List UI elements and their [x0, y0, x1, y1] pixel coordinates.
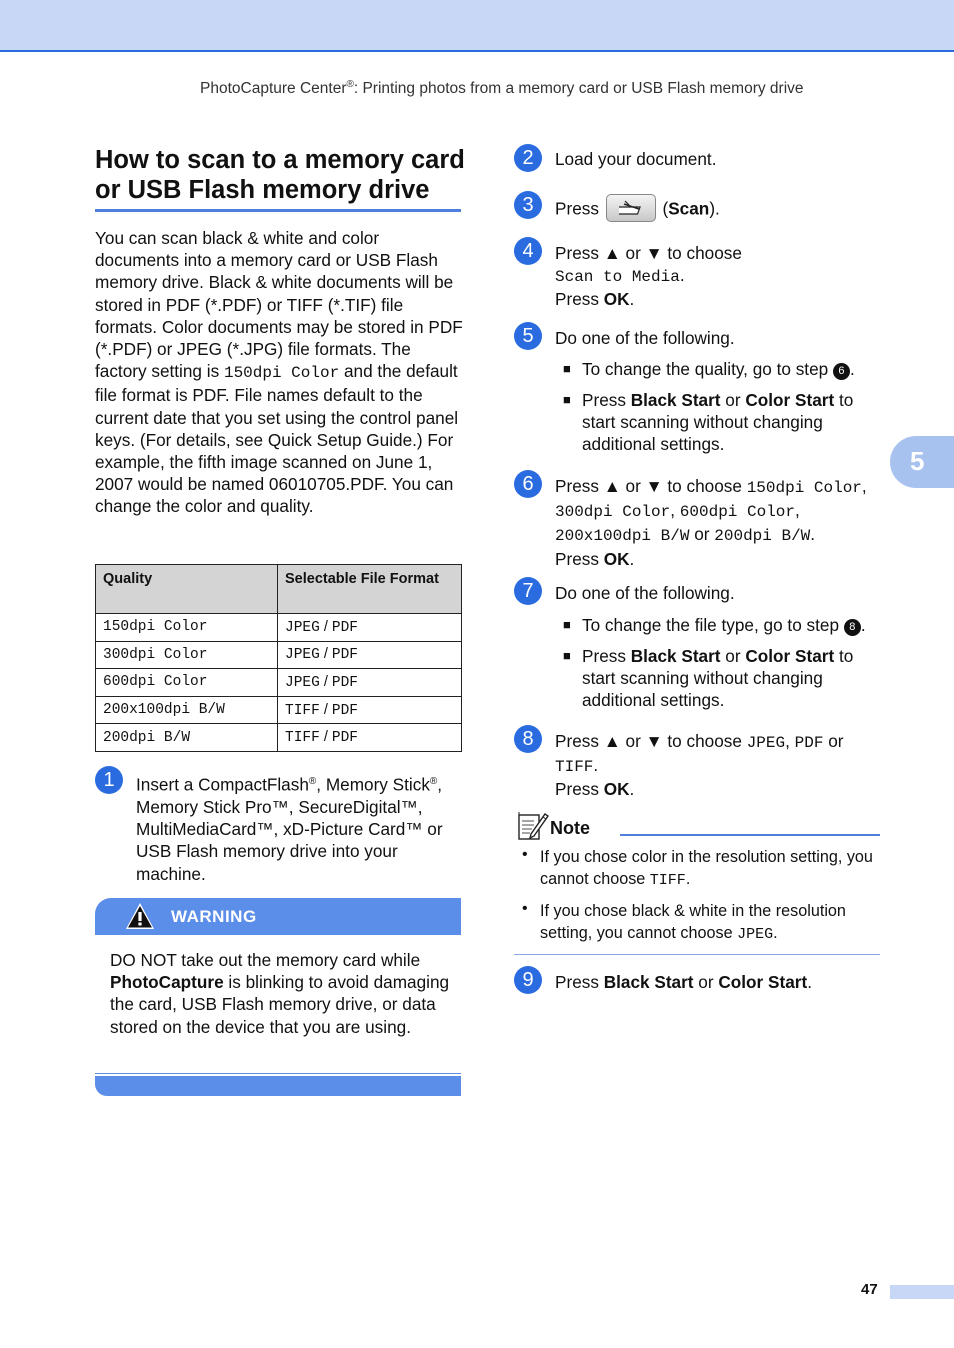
step-8-text: Press ▲ or ▼ to choose JPEG, PDF or TIFF. Press OK. — [555, 731, 844, 800]
square-bullet-icon: ■ — [563, 361, 571, 376]
square-bullet-icon: ■ — [563, 648, 571, 663]
table-row: 150dpi Color JPEG / PDF — [96, 614, 462, 642]
note-item-color: If you chose color in the resolution setting, you cannot choose TIFF. — [540, 848, 873, 889]
running-header: PhotoCapture Center®: Printing photos from a memory card or USB Flash memory drive — [200, 79, 804, 98]
step-7-number: 7 — [514, 577, 542, 605]
table-row: 600dpi Color JPEG / PDF — [96, 669, 462, 697]
chapter-tab — [890, 436, 954, 488]
step-6-number: 6 — [514, 470, 542, 498]
step-7-text: Do one of the following. — [555, 583, 735, 603]
step-7-option-start: Press Black Start or Color Start to start scanning without changing additional settings. — [582, 646, 854, 711]
step-7-option-filetype: To change the file type, go to step 8 . — [582, 615, 866, 635]
up-arrow-icon: ▲ — [603, 476, 621, 496]
page-number: 47 — [861, 1281, 878, 1298]
section-title: How to scan to a memory card or USB Flash memory drive — [95, 146, 465, 204]
table-header-format: Selectable File Format — [278, 565, 462, 614]
square-bullet-icon: ■ — [563, 392, 571, 407]
square-bullet-icon: ■ — [563, 617, 571, 632]
intro-paragraph: You can scan black & white and color documents into a memory card or USB Flash memory drive. Black & white documents will be stored in PDF (*.PDF) or TIFF (*.TIF) file formats. Color documents may be stored in PDF (*.PDF) or JPEG (*.JPG) file formats. The factory setting is 150dpi Color and the default file format is PDF. File names default to the current date that you set using the control panel keys. (For details, see Quick Setup Guide.) For example, the fifth image scanned on June 1, 2007 would be named 06010705.PDF. You can change the color and quality. — [95, 228, 463, 517]
note-pencil-icon — [517, 810, 549, 842]
warning-body: DO NOT take out the memory card while PhotoCapture is blinking to avoid damaging the card, USB Flash memory drive, or data stored on the device that you are using. — [110, 950, 450, 1037]
table-header-quality: Quality — [96, 565, 278, 614]
scan-key-icon — [606, 194, 656, 222]
step-9-number: 9 — [514, 966, 542, 994]
down-arrow-icon: ▼ — [645, 243, 663, 263]
step-ref-icon: 6 — [833, 363, 850, 380]
table-row: 200x100dpi B/W TIFF / PDF — [96, 696, 462, 724]
up-arrow-icon: ▲ — [603, 243, 621, 263]
quality-format-table — [95, 564, 462, 752]
note-header-rule — [620, 834, 880, 836]
chapter-number: 5 — [910, 446, 925, 476]
title-underline — [95, 209, 461, 212]
warning-header — [95, 898, 461, 935]
table-row: 300dpi Color JPEG / PDF — [96, 641, 462, 669]
step-1-number: 1 — [95, 766, 123, 794]
page-footer-bar — [890, 1285, 954, 1299]
top-color-band — [0, 0, 954, 52]
step-1-text: Insert a CompactFlash®, Memory Stick®, Memory Stick Pro™, SecureDigital™, MultiMediaCard™, xD-Picture Card™ or USB Flash memory drive into your machine. — [136, 774, 443, 884]
up-arrow-icon: ▲ — [603, 731, 621, 751]
step-4-text: Press ▲ or ▼ to choose Scan to Media. Press OK. — [555, 243, 742, 310]
step-9-text: Press Black Start or Color Start. — [555, 972, 812, 992]
step-8-number: 8 — [514, 725, 542, 753]
warning-footer — [95, 1076, 461, 1096]
step-6-text: Press ▲ or ▼ to choose 150dpi Color, 300dpi Color, 600dpi Color, 200x100dpi B/W or 200dpi B/W. Press OK. — [555, 476, 867, 569]
step-5-option-start: Press Black Start or Color Start to start scanning without changing additional settings. — [582, 390, 854, 455]
down-arrow-icon: ▼ — [645, 476, 663, 496]
step-2-text: Load your document. — [555, 149, 717, 169]
note-bottom-rule — [514, 954, 880, 955]
step-5-option-quality: To change the quality, go to step 6 . — [582, 359, 855, 379]
step-3-number: 3 — [514, 191, 542, 219]
step-4-number: 4 — [514, 237, 542, 265]
note-bullet: • — [522, 900, 528, 917]
warning-label: WARNING — [171, 907, 257, 926]
step-2-number: 2 — [514, 144, 542, 172]
warning-triangle-icon — [125, 902, 155, 930]
down-arrow-icon: ▼ — [645, 731, 663, 751]
table-row: 200dpi B/W TIFF / PDF — [96, 724, 462, 752]
note-label: Note — [550, 818, 590, 838]
step-3-text: Press (Scan). — [555, 196, 720, 224]
warning-footer-line — [95, 1073, 461, 1074]
step-5-text: Do one of the following. — [555, 328, 735, 348]
step-ref-icon: 8 — [844, 619, 861, 636]
step-5-number: 5 — [514, 322, 542, 350]
note-bullet: • — [522, 846, 528, 863]
table-header-row — [96, 565, 462, 614]
note-item-bw: If you chose black & white in the resolution setting, you cannot choose JPEG. — [540, 902, 846, 943]
